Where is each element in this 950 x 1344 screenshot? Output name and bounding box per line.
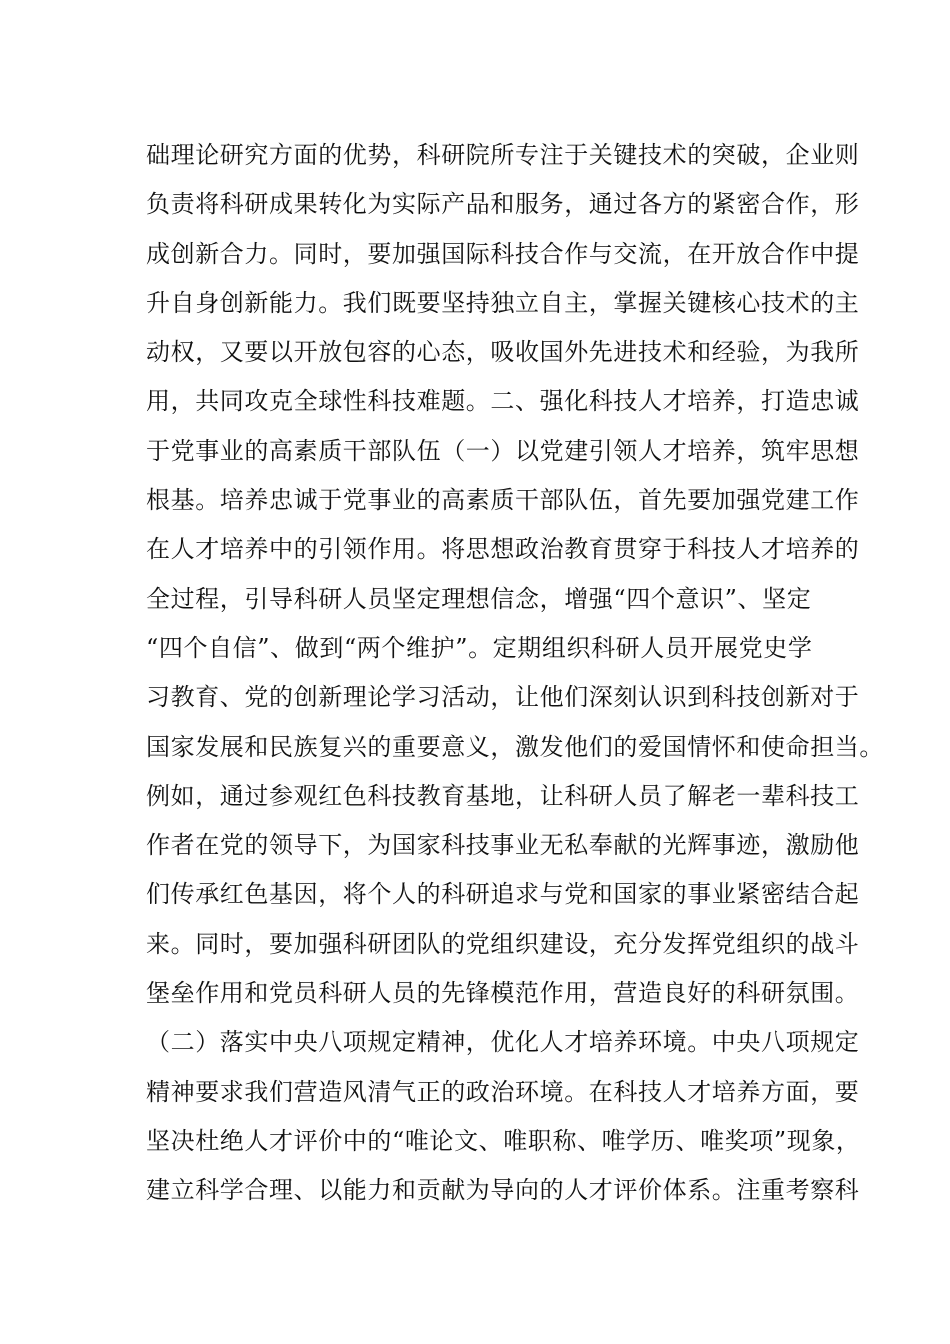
text-line-13: 国家发展和民族复兴的重要意义，激发他们的爱国情怀和使命担当。: [146, 732, 884, 761]
text-line-20: 精神要求我们营造风清气正的政治环境。在科技人才培养方面，要: [146, 1077, 860, 1106]
text-line-9: 在人才培养中的引领作用。将思想政治教育贯穿于科技人才培养的: [146, 535, 860, 564]
text-line-21: 坚决杜绝人才评价中的“唯论文、唯职称、唯学历、唯奖项”现象，: [146, 1126, 861, 1155]
text-line-7: 于党事业的高素质干部队伍（一）以党建引领人才培养，筑牢思想: [146, 436, 860, 465]
text-line-22: 建立科学合理、以能力和贡献为导向的人才评价体系。注重考察科: [146, 1176, 860, 1205]
body-text: [146, 131, 884, 1216]
text-line-19: （二）落实中央八项规定精神，优化人才培养环境。中央八项规定: [146, 1028, 860, 1057]
text-line-1: 础理论研究方面的优势，科研院所专注于关键技术的突破，企业则: [146, 141, 860, 169]
text-line-14: 例如，通过参观红色科技教育基地，让科研人员了解老一辈科技工: [146, 781, 860, 810]
text-line-3: 成创新合力。同时，要加强国际科技合作与交流，在开放合作中提: [146, 239, 860, 268]
text-line-10: 全过程，引导科研人员坚定理想信念，增强“四个意识”、坚定: [146, 584, 812, 613]
text-line-16: 们传承红色基因，将个人的科研追求与党和国家的事业紧密结合起: [146, 880, 860, 909]
text-line-18: 堡垒作用和党员科研人员的先锋模范作用，营造良好的科研氛围。: [146, 979, 860, 1008]
text-line-12: 习教育、党的创新理论学习活动，让他们深刻认识到科技创新对于: [146, 683, 860, 712]
text-line-4: 升自身创新能力。我们既要坚持独立自主，掌握关键核心技术的主: [146, 288, 860, 317]
text-line-2: 负责将科研成果转化为实际产品和服务，通过各方的紧密合作，形: [146, 190, 860, 219]
text-line-8: 根基。培养忠诚于党事业的高素质干部队伍，首先要加强党建工作: [146, 486, 860, 515]
text-line-11: “四个自信”、做到“两个维护”。定期组织科研人员开展党史学: [146, 633, 813, 662]
text-line-5: 动权，又要以开放包容的心态，吸收国外先进技术和经验，为我所: [146, 338, 860, 367]
text-line-15: 作者在党的领导下，为国家科技事业无私奉献的光辉事迹，激励他: [146, 831, 860, 860]
text-line-6: 用，共同攻克全球性科技难题。二、强化科技人才培养，打造忠诚: [146, 387, 860, 416]
text-line-17: 来。同时，要加强科研团队的党组织建设，充分发挥党组织的战斗: [146, 929, 860, 958]
